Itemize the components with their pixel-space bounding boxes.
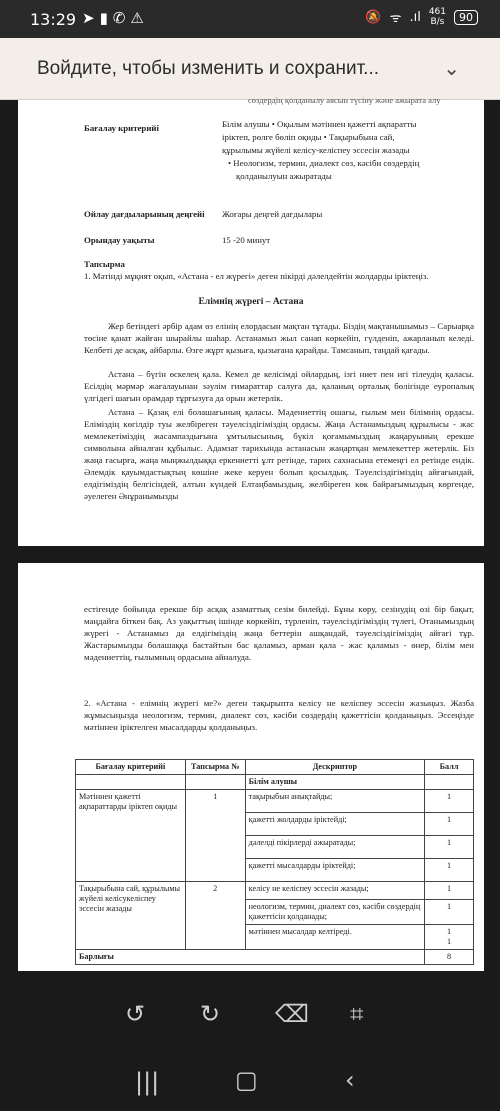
header-score: Балл <box>425 760 474 775</box>
task-2: 2. «Астана - елімнің жүрегі ме?» деген тақырыпта келісу не келіспеу эссесін жазыңыз. Жазба жұмысыңызда неологизм, термин, диалект сөз, кәсіби сөздердің қажеттісін қолданыңыз. Эссеңізде мәтіннен іріктелген мысалдарды қолданыңыз. <box>84 698 474 732</box>
document-page-1 <box>18 95 484 546</box>
crop-icon[interactable]: ⌗ <box>350 1000 364 1028</box>
status-bar <box>0 0 500 38</box>
descriptor: қажетті жолдарды іріктейді; <box>245 813 424 836</box>
paragraph-continued: естігенде бойында ерекше бір асқақ азаматтық сезім билейді. Бұны көру, сезінудің өзі бір бақыт, маңдайға біткен бақ. Аз уақыттың ішінде көркейіп, түрленіп, тәуелсіздігіміздің түлегі, Отанымыздың жүрегі - Астанамыз да елдігімiздің жаңа беттерін ашқандай, тәуелсіздігіміздің айғағі тұр. Жастарымызды болашаққа бастайтын бас қаламыз, арман қала - жас қаламыз - өнер, білім мен мәдениеттің, ғылымның ордасына айналуда. <box>84 604 474 662</box>
descriptor: неологизм, термин, диалект сөз, кәсіби сөздердің қажеттісін қолданады; <box>245 900 424 925</box>
recents-icon[interactable]: ||| <box>135 1068 160 1096</box>
thinking-value: Жоғары деңгей дағдылары <box>222 209 323 219</box>
paragraph-3: Астана – Қазақ елі болашағының қаласы. Мәдениеттің ошағы, ғылым мен білімнің ордасы. Елімiздің көгілдір туы желбіреген тәуелсіздігіміздің ордасы. Жаңа Астанамыздың құрылысы - жас мемлекетіміздің жасампаздығына ұмтылысының, бүкіл қоғамымыздың жаңаруының ерекше символына айналған құбылыс. Адамзат тарихында астанасын жаңартқан мемлекеттер жетерлік. Біз жаңа ғасырға, жаңа мыңжылдыққа еркениетті ұлт ретінде, тарих сахнасына етемеңгі ел ретінде ендік. Әлемдік қауымдастықтың көшіне жеке керуен болып қосылдық. Тәуелсіздігіміздің айғағындай, елдігіміздің белгісіндей, алтын күндей Елтаңбамыздың, желбіреген көк байрағымыздың көргенде, әуелеген Әнұранымызды <box>84 407 474 501</box>
paragraph-2: Астана – бүгін өскелең қала. Кемел де келісімді ойлардың, ізгі ниет пен игі тілеудің қаласы. Есілдің мәрмәр жағалауынан зәулім ғимараттар салуға да, қаланың орталық бөлігінде еуропалық үлгідегі шағын орамдар тұрғызуға да орын жетерлік. <box>84 369 474 403</box>
notification-icons <box>82 9 149 27</box>
score: 1 <box>425 900 474 925</box>
bottom-bar <box>0 1000 500 1111</box>
header-task: Тапсырма № <box>185 760 245 775</box>
grading-table <box>75 759 474 965</box>
total-label: Барлығы <box>76 950 425 965</box>
time-label: Орындау уақыты <box>84 235 155 245</box>
criteria-text: Білім алушы • Оқылым мәтіннен қажетті ақпаратты іріктеп, рөлге бөліп оқиды • Тақырыбына сай, құрылымы жүйелі келісу-келіспеу эссесін жазады • Неологизм, термин, диалект сөз, кәсіби сөздердің қолданылуын ажыратады <box>222 119 420 181</box>
whatsapp-icon: ✆ <box>112 9 131 27</box>
warning-icon: ⚠ <box>130 9 149 27</box>
text-title: Елімнің жүрегі – Астана <box>198 297 304 307</box>
total-value: 8 <box>425 950 474 965</box>
score: 1 <box>425 882 474 900</box>
header-criteria: Бағалау критерийі <box>76 760 186 775</box>
score: 1 <box>425 836 474 859</box>
criterion-2: Тақырыбына сай, құрылымы жүйелі келісукелiспеу эссесін жазады <box>76 882 186 950</box>
paragraph-1: Жер бетіндегі әрбір адам өз елінің елордасын мақтан тұтады. Біздің мақтанышымыз – Сарыарқа төсіне қанат жайған шырайлы шаһар. Астанамыз жыл санап көркейіп, гүлденіп, ажарланып келеді. Келбеті де асқақ, айбарлы. Өзге жұрт қызыға, қызығана қарайды. Тамсанып, таңдай қағады. <box>84 321 474 355</box>
score: 1 1 <box>425 925 474 950</box>
score: 1 <box>425 790 474 813</box>
rotate-ccw-icon[interactable]: ↺ <box>125 1000 146 1028</box>
task-no-2: 2 <box>185 882 245 950</box>
descriptor: келісу не келіспеу эссесін жазады; <box>245 882 424 900</box>
descriptor: дәлелді пікірлерді ажыратады; <box>245 836 424 859</box>
subheader: Білім алушы <box>245 775 424 790</box>
rotate-cw-icon[interactable]: ↻ <box>200 1000 221 1028</box>
status-time: 13:29 <box>30 10 77 29</box>
document-page-2 <box>18 563 484 971</box>
signal-icon: .ıl <box>409 9 421 25</box>
delete-icon[interactable]: ⌫ <box>275 1000 309 1028</box>
telegram-icon: ➤ <box>82 9 100 27</box>
banner-text: Войдите, чтобы изменить и сохранит... <box>37 58 380 79</box>
task-no-1: 1 <box>185 790 245 882</box>
thinking-label: Ойлау дағдыларының деңгейі <box>84 209 205 219</box>
criterion-1: Мәтіннен қажетті ақпараттарды іріктеп оқиды <box>76 790 186 882</box>
task-heading: Тапсырма <box>84 259 125 269</box>
wifi-icon: ᯤ <box>389 11 402 26</box>
criteria-label: Бағалау критерийі <box>84 123 159 133</box>
header-descriptor: Дескриптор <box>245 760 424 775</box>
status-right <box>365 7 478 27</box>
chevron-down-icon[interactable]: ⌄ <box>443 58 460 80</box>
mute-icon: 🔕 <box>365 9 382 25</box>
sign-in-banner[interactable] <box>0 38 500 100</box>
home-icon[interactable]: ▢ <box>235 1066 258 1094</box>
cut-line: сөздердің қолданылу аясын түсіну және ажырата алу <box>248 95 441 105</box>
network-speed: 461 B/s <box>428 7 446 27</box>
time-value: 15 -20 минут <box>222 235 271 245</box>
lock-icon: ▮ <box>99 9 113 27</box>
task-1: 1. Мәтінді мұқият оқып, «Астана - ел жүрегі» деген пікірді дәлелдейтін жолдарды іріктеңіз. <box>84 271 429 281</box>
battery-indicator: 90 <box>454 10 478 25</box>
descriptor: тақырыбын анықтайды; <box>245 790 424 813</box>
back-icon[interactable]: ‹ <box>345 1066 355 1094</box>
score: 1 <box>425 859 474 882</box>
score: 1 <box>425 813 474 836</box>
descriptor: қажетті мысалдарды іріктейді; <box>245 859 424 882</box>
descriptor: мәтіннен мысалдар келтіреді. <box>245 925 424 950</box>
